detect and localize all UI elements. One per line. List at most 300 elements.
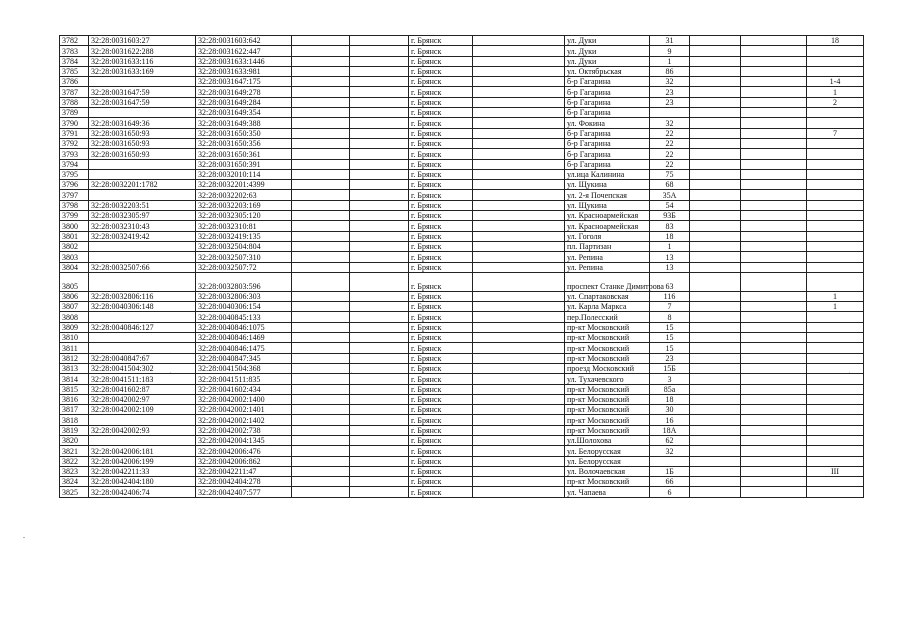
- cell-empty: [292, 435, 350, 445]
- cell-street: пр-кт Московский: [565, 384, 650, 394]
- cell-empty: [690, 200, 741, 210]
- cell-empty: [690, 211, 741, 221]
- cell-empty: [292, 200, 350, 210]
- cell-empty: [473, 446, 565, 456]
- cell-empty: [741, 46, 807, 56]
- cell-empty: [292, 87, 350, 97]
- cell-empty: [350, 221, 409, 231]
- cell-n: 3819: [60, 425, 89, 435]
- cell-old: 32:28:0032203:51: [89, 200, 196, 210]
- cell-empty: [292, 312, 350, 322]
- table-row: [60, 128, 864, 138]
- cell-empty: [473, 343, 565, 353]
- cell-empty: [473, 149, 565, 159]
- cell-street: пр-кт Московский: [565, 425, 650, 435]
- cell-empty: [690, 97, 741, 107]
- cell-apt: [807, 363, 864, 373]
- cell-empty: [741, 487, 807, 497]
- cell-old: [89, 190, 196, 200]
- cell-city: г. Брянск: [409, 374, 473, 384]
- cell-empty: [473, 322, 565, 332]
- cell-apt: 2: [807, 97, 864, 107]
- cell-n: 3816: [60, 394, 89, 404]
- cell-empty: [350, 487, 409, 497]
- cell-house: [650, 108, 690, 118]
- cell-old: 32:28:0031633:169: [89, 66, 196, 76]
- cell-empty: [690, 302, 741, 312]
- cell-n: 3789: [60, 108, 89, 118]
- cell-city: г. Брянск: [409, 211, 473, 221]
- cell-house: 23: [650, 353, 690, 363]
- cell-street: ул. Белорусская: [565, 446, 650, 456]
- cell-old: [89, 77, 196, 87]
- cell-old: [89, 312, 196, 322]
- cell-empty: [350, 394, 409, 404]
- cell-city: г. Брянск: [409, 333, 473, 343]
- cell-n: 3796: [60, 180, 89, 190]
- cell-house: 68: [650, 180, 690, 190]
- cell-n: 3787: [60, 87, 89, 97]
- cell-empty: [350, 66, 409, 76]
- cell-old: 32:28:0031650:93: [89, 149, 196, 159]
- cell-n: 3822: [60, 456, 89, 466]
- cell-empty: [350, 200, 409, 210]
- table-row: [60, 241, 864, 251]
- cell-n: 3808: [60, 312, 89, 322]
- cell-empty: [473, 169, 565, 179]
- cell-street: ул. 2-я Почепская: [565, 190, 650, 200]
- cell-empty: [690, 272, 741, 291]
- cell-empty: [292, 333, 350, 343]
- cell-empty: [473, 221, 565, 231]
- cell-empty: [741, 466, 807, 476]
- cell-house: 13: [650, 252, 690, 262]
- cell-empty: [690, 466, 741, 476]
- cell-city: г. Брянск: [409, 456, 473, 466]
- cell-empty: [690, 138, 741, 148]
- cell-n: 3806: [60, 291, 89, 301]
- cell-city: г. Брянск: [409, 66, 473, 76]
- cell-city: г. Брянск: [409, 435, 473, 445]
- cell-empty: [690, 77, 741, 87]
- cell-old: 32:28:0031622:288: [89, 46, 196, 56]
- cell-cad: 32:28:0042004:1345: [196, 435, 292, 445]
- cell-cad: 32:28:0031650:391: [196, 159, 292, 169]
- cell-empty: [473, 487, 565, 497]
- cell-empty: [741, 394, 807, 404]
- cell-empty: [690, 180, 741, 190]
- cell-empty: [741, 169, 807, 179]
- cell-n: 3794: [60, 159, 89, 169]
- cell-old: [89, 159, 196, 169]
- cell-empty: [350, 108, 409, 118]
- cell-empty: [350, 190, 409, 200]
- cell-empty: [741, 180, 807, 190]
- cell-empty: [350, 466, 409, 476]
- cell-empty: [292, 384, 350, 394]
- cell-empty: [292, 466, 350, 476]
- cell-empty: [292, 180, 350, 190]
- cell-empty: [690, 128, 741, 138]
- cell-old: 32:28:0042211:33: [89, 466, 196, 476]
- cell-cad: 32:28:0031649:354: [196, 108, 292, 118]
- cell-cad: 32:28:0032010:114: [196, 169, 292, 179]
- cell-city: г. Брянск: [409, 291, 473, 301]
- cell-empty: [690, 363, 741, 373]
- cell-house: 9: [650, 46, 690, 56]
- cell-old: 32:28:0032305:97: [89, 211, 196, 221]
- cell-n: 3815: [60, 384, 89, 394]
- cell-empty: [473, 302, 565, 312]
- cell-empty: [292, 446, 350, 456]
- cell-empty: [690, 190, 741, 200]
- cell-n: 3823: [60, 466, 89, 476]
- cell-n: 3817: [60, 405, 89, 415]
- table-row: [60, 272, 864, 291]
- cell-empty: [350, 312, 409, 322]
- cell-city: г. Брянск: [409, 231, 473, 241]
- cell-empty: [350, 46, 409, 56]
- cell-old: [89, 415, 196, 425]
- table-row: [60, 312, 864, 322]
- cell-empty: [292, 415, 350, 425]
- cell-street: ул. Белорусская: [565, 456, 650, 466]
- cell-empty: [292, 128, 350, 138]
- cell-empty: [473, 138, 565, 148]
- cell-empty: [473, 333, 565, 343]
- cell-city: г. Брянск: [409, 425, 473, 435]
- cell-empty: [473, 456, 565, 466]
- table-row: [60, 211, 864, 221]
- cell-empty: [473, 128, 565, 138]
- cell-old: 32:28:0041504:302: [89, 363, 196, 373]
- cell-cad: 32:28:0031622:447: [196, 46, 292, 56]
- cell-empty: [473, 466, 565, 476]
- cell-cad: 32:28:0041504:368: [196, 363, 292, 373]
- cell-city: г. Брянск: [409, 252, 473, 262]
- table-row: [60, 36, 864, 46]
- cell-apt: III: [807, 466, 864, 476]
- cell-cad: 32:28:0031603:642: [196, 36, 292, 46]
- cell-apt: [807, 138, 864, 148]
- cell-empty: [292, 149, 350, 159]
- cell-city: г. Брянск: [409, 405, 473, 415]
- table-row: [60, 446, 864, 456]
- cell-empty: [350, 363, 409, 373]
- table-row: [60, 487, 864, 497]
- cell-city: г. Брянск: [409, 363, 473, 373]
- cell-street: пр-кт Московский: [565, 343, 650, 353]
- cell-apt: [807, 241, 864, 251]
- cell-empty: [350, 353, 409, 363]
- cell-house: 15Б: [650, 363, 690, 373]
- cell-cad: 32:28:0032201:4399: [196, 180, 292, 190]
- cell-old: 32:28:0040846:127: [89, 322, 196, 332]
- cell-cad: 32:28:0031650:356: [196, 138, 292, 148]
- cell-empty: [741, 211, 807, 221]
- cell-n: 3792: [60, 138, 89, 148]
- cell-street: б-р Гагарина: [565, 87, 650, 97]
- cell-n: 3801: [60, 231, 89, 241]
- cell-empty: [741, 36, 807, 46]
- cell-n: 3795: [60, 169, 89, 179]
- cell-apt: [807, 118, 864, 128]
- cell-empty: [350, 138, 409, 148]
- cell-n: 3810: [60, 333, 89, 343]
- cell-empty: [292, 425, 350, 435]
- cell-apt: [807, 435, 864, 445]
- cell-n: 3805: [60, 272, 89, 291]
- cell-empty: [741, 343, 807, 353]
- cell-apt: [807, 322, 864, 332]
- cell-cad: 32:28:0032310:81: [196, 221, 292, 231]
- table-row: [60, 169, 864, 179]
- cell-n: 3820: [60, 435, 89, 445]
- cell-empty: [473, 374, 565, 384]
- cell-cad: 32:28:0040306:154: [196, 302, 292, 312]
- scan-speck: ˙: [848, 371, 851, 380]
- cell-apt: [807, 66, 864, 76]
- cell-house: 16: [650, 415, 690, 425]
- cell-empty: [473, 415, 565, 425]
- cell-apt: [807, 200, 864, 210]
- cell-empty: [741, 312, 807, 322]
- cell-cad: 32:28:0031633:1446: [196, 56, 292, 66]
- cell-empty: [473, 46, 565, 56]
- cell-empty: [473, 180, 565, 190]
- cell-apt: 1: [807, 87, 864, 97]
- cell-empty: [741, 128, 807, 138]
- cell-empty: [292, 374, 350, 384]
- cell-empty: [741, 291, 807, 301]
- cell-house: 22: [650, 128, 690, 138]
- cell-old: 32:28:0040306:148: [89, 302, 196, 312]
- cell-empty: [690, 333, 741, 343]
- cell-house: 35А: [650, 190, 690, 200]
- cell-cad: 32:28:0031633:981: [196, 66, 292, 76]
- cell-empty: [741, 302, 807, 312]
- cell-street: ул. Октябрьская: [565, 66, 650, 76]
- cell-empty: [350, 425, 409, 435]
- cell-house: 85а: [650, 384, 690, 394]
- cell-n: 3813: [60, 363, 89, 373]
- cell-n: 3799: [60, 211, 89, 221]
- cell-empty: [690, 241, 741, 251]
- cell-city: г. Брянск: [409, 343, 473, 353]
- table-row: [60, 333, 864, 343]
- cell-empty: [292, 262, 350, 272]
- cell-city: г. Брянск: [409, 446, 473, 456]
- cell-empty: [350, 252, 409, 262]
- cell-cad: 32:28:0042002:1401: [196, 405, 292, 415]
- cell-empty: [690, 456, 741, 466]
- cell-empty: [473, 56, 565, 66]
- cell-old: 32:28:0031650:93: [89, 138, 196, 148]
- cell-old: 32:28:0032507:66: [89, 262, 196, 272]
- cell-old: 32:28:0032419:42: [89, 231, 196, 241]
- cell-empty: [690, 425, 741, 435]
- cell-house: 1Б: [650, 466, 690, 476]
- cell-empty: [690, 66, 741, 76]
- cell-n: 3786: [60, 77, 89, 87]
- cell-old: 32:28:0042006:199: [89, 456, 196, 466]
- cell-cad: 32:28:0031649:284: [196, 97, 292, 107]
- cell-apt: [807, 272, 864, 291]
- cell-empty: [292, 190, 350, 200]
- cell-house: 18А: [650, 425, 690, 435]
- cell-empty: [292, 108, 350, 118]
- table-row: [60, 138, 864, 148]
- cell-street: ул. Дуки: [565, 46, 650, 56]
- cell-street: б-р Гагарина: [565, 149, 650, 159]
- table-row: [60, 302, 864, 312]
- cell-empty: [690, 374, 741, 384]
- cell-apt: [807, 231, 864, 241]
- cell-house: 23: [650, 87, 690, 97]
- cell-city: г. Брянск: [409, 466, 473, 476]
- cell-cad: 32:28:0040846:1475: [196, 343, 292, 353]
- cell-old: 32:28:0042002:93: [89, 425, 196, 435]
- cell-street: ул. Карла Маркса: [565, 302, 650, 312]
- cell-empty: [690, 149, 741, 159]
- cell-old: 32:28:0041511:183: [89, 374, 196, 384]
- table-row: [60, 343, 864, 353]
- cell-old: [89, 169, 196, 179]
- table-row: [60, 353, 864, 363]
- cell-empty: [741, 477, 807, 487]
- cell-empty: [292, 169, 350, 179]
- cell-old: 32:28:0031647:59: [89, 87, 196, 97]
- cell-empty: [741, 138, 807, 148]
- cell-street: пр-кт Московский: [565, 322, 650, 332]
- scan-speck: .: [23, 531, 25, 540]
- cell-apt: [807, 312, 864, 322]
- cell-cad: 32:28:0040847:345: [196, 353, 292, 363]
- cell-old: [89, 241, 196, 251]
- table-row: [60, 394, 864, 404]
- cell-apt: 1-4: [807, 77, 864, 87]
- cell-empty: [292, 363, 350, 373]
- cell-street: ул. Гоголя: [565, 231, 650, 241]
- scan-speck: ˙: [350, 371, 353, 380]
- cell-old: [89, 272, 196, 291]
- cell-empty: [350, 56, 409, 66]
- cell-street: ул. Дуки: [565, 36, 650, 46]
- cell-empty: [292, 56, 350, 66]
- registry-table: [59, 35, 864, 498]
- table-row: [60, 425, 864, 435]
- cell-house: 22: [650, 149, 690, 159]
- cell-empty: [690, 252, 741, 262]
- cell-apt: [807, 252, 864, 262]
- cell-cad: 32:28:0032305:120: [196, 211, 292, 221]
- cell-street: ул. Репина: [565, 262, 650, 272]
- cell-street: пр-кт Московский: [565, 415, 650, 425]
- cell-street: ул. Красноармейская: [565, 221, 650, 231]
- cell-empty: [292, 211, 350, 221]
- cell-empty: [741, 159, 807, 169]
- cell-apt: [807, 180, 864, 190]
- table-row: [60, 149, 864, 159]
- cell-old: 32:28:0031647:59: [89, 97, 196, 107]
- cell-empty: [292, 322, 350, 332]
- cell-empty: [741, 252, 807, 262]
- table-row: [60, 221, 864, 231]
- cell-city: г. Брянск: [409, 87, 473, 97]
- cell-empty: [690, 415, 741, 425]
- cell-n: 3809: [60, 322, 89, 332]
- cell-empty: [292, 487, 350, 497]
- cell-city: г. Брянск: [409, 221, 473, 231]
- cell-empty: [350, 128, 409, 138]
- cell-street: б-р Гагарина: [565, 128, 650, 138]
- cell-empty: [741, 97, 807, 107]
- cell-house: 93Б: [650, 211, 690, 221]
- cell-empty: [292, 36, 350, 46]
- cell-empty: [741, 405, 807, 415]
- cell-cad: 32:28:0041511:835: [196, 374, 292, 384]
- cell-old: 32:28:0041602:87: [89, 384, 196, 394]
- cell-n: 3800: [60, 221, 89, 231]
- cell-empty: [350, 169, 409, 179]
- cell-house: 7: [650, 302, 690, 312]
- cell-apt: 18: [807, 36, 864, 46]
- cell-empty: [690, 262, 741, 272]
- cell-city: г. Брянск: [409, 262, 473, 272]
- cell-street: пер.Полесский: [565, 312, 650, 322]
- cell-city: г. Брянск: [409, 138, 473, 148]
- cell-street: проезд Московский: [565, 363, 650, 373]
- cell-city: г. Брянск: [409, 241, 473, 251]
- cell-empty: [741, 190, 807, 200]
- cell-old: 32:28:0031649:36: [89, 118, 196, 128]
- cell-old: 32:28:0032310:43: [89, 221, 196, 231]
- cell-cad: 32:28:0032203:169: [196, 200, 292, 210]
- cell-cad: 32:28:0040846:1075: [196, 322, 292, 332]
- cell-apt: [807, 159, 864, 169]
- cell-apt: [807, 56, 864, 66]
- cell-city: г. Брянск: [409, 97, 473, 107]
- cell-empty: [350, 159, 409, 169]
- cell-n: 3803: [60, 252, 89, 262]
- cell-apt: 1: [807, 302, 864, 312]
- cell-city: г. Брянск: [409, 487, 473, 497]
- cell-empty: [741, 415, 807, 425]
- cell-empty: [690, 312, 741, 322]
- cell-empty: [292, 241, 350, 251]
- table-row: [60, 108, 864, 118]
- cell-cad: 32:28:0032806:303: [196, 291, 292, 301]
- cell-empty: [741, 446, 807, 456]
- cell-old: 32:28:0031603:27: [89, 36, 196, 46]
- cell-empty: [690, 353, 741, 363]
- cell-old: 32:28:0032201:1782: [89, 180, 196, 190]
- scan-speck: ˙: [169, 371, 172, 380]
- cell-empty: [473, 241, 565, 251]
- cell-apt: [807, 446, 864, 456]
- cell-empty: [473, 77, 565, 87]
- cell-street: б-р Гагарина: [565, 77, 650, 87]
- cell-empty: [741, 384, 807, 394]
- cell-empty: [473, 108, 565, 118]
- cell-apt: [807, 333, 864, 343]
- cell-empty: [473, 425, 565, 435]
- cell-empty: [473, 87, 565, 97]
- cell-empty: [690, 221, 741, 231]
- cell-house: 62: [650, 435, 690, 445]
- table-row: [60, 374, 864, 384]
- cell-street: ул. Щукина: [565, 180, 650, 190]
